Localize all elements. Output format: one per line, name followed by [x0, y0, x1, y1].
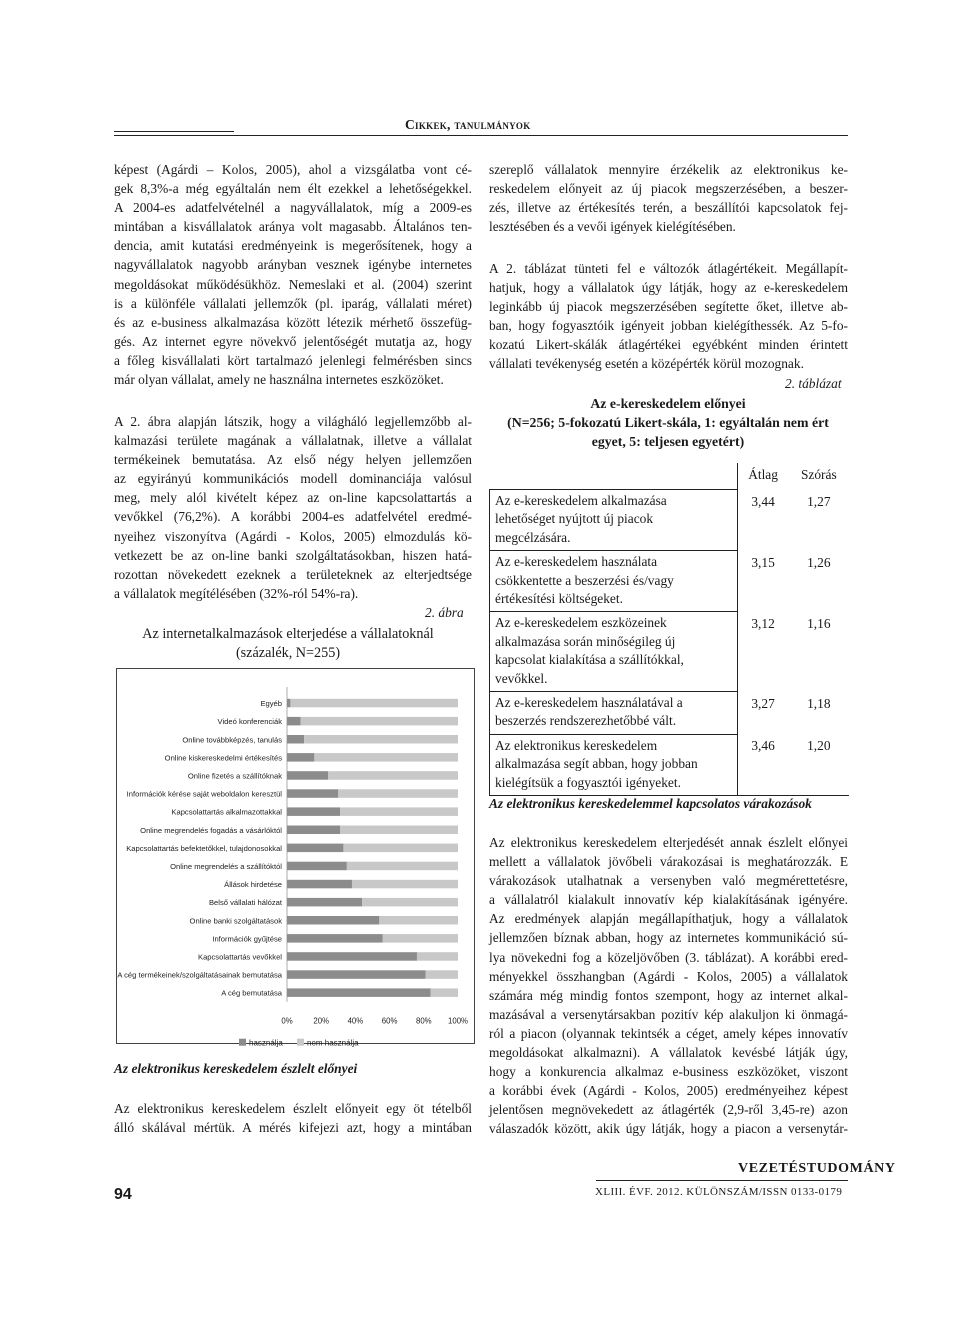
bar-not-used [314, 753, 458, 762]
table-cell-line: Az e-kereskedelem használata [495, 554, 658, 570]
bar-not-used [383, 934, 458, 943]
bar-not-used [431, 988, 458, 997]
right-paragraph-1 [489, 160, 848, 236]
text-line: a korábbi évek (Agárdi - Kolos, 2005) eredményeihez képest [489, 1083, 848, 1099]
bar-not-used [417, 952, 458, 961]
table-cell-sd: 1,16 [807, 615, 831, 631]
bar-not-used [328, 771, 458, 780]
text-line: leginkább új piacok megszerzésében segítette őket, illetve ab- [489, 299, 848, 315]
bar-used [287, 826, 340, 835]
bar-not-used [379, 916, 458, 925]
bar-used [287, 862, 347, 871]
table-cell-sd: 1,27 [807, 493, 831, 509]
category-label: Kapcsolattartás alkalmazottakkal [171, 807, 282, 817]
x-tick-label: 40% [347, 1016, 364, 1026]
chart-frame [116, 668, 475, 1048]
text-line: jelentősen megnövekedett az átlagérték (2,9-ről 3,45-re) azon [489, 1102, 848, 1118]
x-tick-label: 20% [313, 1016, 330, 1026]
text-line: megoldásokat működésükhöz. Nemeslaki et al. (2004) szerint [114, 276, 472, 292]
table-cell-line: beszerzés rendszerezhetőbbé vált. [495, 713, 677, 729]
category-label: Online továbbképzés, tanulás [182, 735, 282, 745]
bar-used [287, 753, 314, 762]
table-cell-mean: 3,15 [751, 554, 775, 570]
text-line: A 2004-es adatfelvételnél a nagyvállalatok, míg a 2009-es [114, 200, 472, 216]
bar-used [287, 898, 362, 907]
category-label: Információk gyűjtése [212, 934, 282, 944]
category-label: Kapcsolattartás befektetőkkel, tulajdonosokkal [126, 843, 282, 853]
text-line: hatjuk, hogy a vállalatok úgy látják, hogy az e-kereskedelem [489, 280, 848, 296]
bar-used [287, 970, 426, 979]
category-label: Kapcsolattartás vevőkkel [198, 952, 282, 962]
bar-used [287, 699, 290, 708]
text-line: Az elektronikus kereskedelem elterjedését annak észlelt előnyei [489, 835, 848, 850]
text-line: zés, illetve az értékesítés terén, a beszállítói kapcsolatok fej- [489, 200, 848, 216]
text-line: válaszadók között, akik úgy látják, hogy a piacon a versenytár- [489, 1121, 848, 1137]
table-cell-line: értékesítési költségeket. [495, 591, 623, 607]
bar-not-used [347, 862, 458, 871]
right-paragraph-2 [489, 259, 848, 374]
text-line: nyeihez viszonyítva (Agárdi - Kolos, 2005) elmozdulás kö- [114, 528, 472, 544]
category-label: Online kiskereskedelmi értékesítés [164, 753, 282, 763]
text-line: vetkezett be az on-line banki szolgáltatásokban, hiszen hatá- [114, 547, 472, 563]
left-paragraph-3 [114, 1099, 472, 1137]
left-paragraph-2 [114, 412, 472, 603]
journal-brand: VEZETÉSTUDOMÁNY [738, 1161, 896, 1176]
table-header-sd: Szórás [800, 467, 837, 482]
left-section-heading: Az elektronikus kereskedelem észlelt előnyei [114, 1061, 358, 1076]
text-line: ról a piacon (olyannak tekintsék a céget, amely képes innovatív [489, 1025, 848, 1041]
table-row [490, 692, 850, 735]
x-tick-label: 60% [381, 1016, 398, 1026]
table-row-label [490, 692, 738, 735]
header-rule [114, 135, 848, 136]
category-label: Egyéb [260, 699, 282, 709]
table-cell-line: vevőkkel. [495, 670, 548, 686]
bar-not-used [426, 970, 458, 979]
bar-not-used [304, 735, 458, 744]
text-line: jellemzően bíznak abban, hogy az internetes kommunikáció sú- [489, 930, 848, 946]
table-row [490, 612, 850, 692]
table-cell-line: kielégítsük a fogyasztói igényeket. [495, 774, 681, 790]
footer-rule [596, 1180, 848, 1181]
text-line: mazásával a versenytársakban pozitív kép alakuljon ki önmagá- [489, 1006, 848, 1022]
text-line: reskedelem előnyeit az új piacok megszerzésében, a beszer- [489, 181, 848, 197]
table-cell-sd: 1,20 [789, 734, 849, 795]
bar-used [287, 916, 379, 925]
figure-title-2: (százalék, N=255) [235, 645, 341, 661]
text-line: a vállalatok megítélésében (32%-ról 54%-ra). [114, 585, 359, 601]
category-label: Online megrendelés a szállítóktól [170, 861, 282, 871]
table-cell-mean: 3,27 [751, 695, 775, 711]
table-cell-mean: 3,44 [751, 493, 775, 509]
bar-not-used [340, 826, 458, 835]
text-line: az egyirányú kommunikációs modell dominanciája valósul [114, 471, 472, 487]
journal-issue-info: XLIII. ÉVF. 2012. KÜLÖNSZÁM/ISSN 0133-0179 [595, 1186, 843, 1198]
text-line: Az elektronikus kereskedelem észlelt előnyeit egy öt tételből [114, 1101, 472, 1116]
bar-used [287, 735, 304, 744]
table-cell-line: Az elektronikus kereskedelem [495, 737, 658, 753]
x-tick-label: 80% [415, 1016, 432, 1026]
text-line: gek 8,3%-a még egyáltalán nem élt ezekkel a lehetőségekkel. [114, 181, 472, 197]
table-header-mean: Átlag [748, 467, 778, 482]
bar-not-used [301, 717, 458, 726]
text-line: is a különféle vállalati jellemzők (pl. iparág, vállalati méret) [114, 295, 472, 311]
section-header: Cikkek, tanulmányok [405, 117, 531, 132]
figure-label: 2. ábra [425, 605, 464, 620]
text-line: termékeinek bemutatása. Az első négy helyen jellemzően [114, 452, 472, 468]
figure-title-1: Az internetalkalmazások elterjedése a vállalatoknál [142, 626, 434, 642]
text-line: A 2. táblázat tünteti fel e változók átlagértékeit. Megállapít- [489, 261, 848, 276]
text-line: képest (Agárdi – Kolos, 2005), ahol a vizsgálatba vont cé- [114, 162, 472, 177]
benefits-table [489, 463, 849, 796]
table-cell-line: megcélzására. [495, 529, 571, 545]
text-line: lya növekedni fog a közeljövőben (3. táblázat). A korábbi ered- [489, 949, 848, 965]
text-line: már olyan vállalat, amely ne használna internetes eszközöket. [114, 372, 444, 388]
table-cell-line: Az e-kereskedelem használatával a [495, 695, 683, 711]
table-cell-line: Az e-kereskedelem alkalmazása [495, 493, 667, 508]
table-title-2: (N=256; 5-fokozatú Likert-skála, 1: egyáltalán nem ért [507, 415, 829, 430]
table-cell-sd: 1,18 [807, 695, 831, 711]
category-label: A cég bemutatása [221, 988, 282, 998]
bar-not-used [343, 844, 458, 853]
table-cell-sd: 1,26 [807, 554, 831, 570]
text-line: ményekkel összhangban (Agárdi - Kolos, 2005) a vállalatok [489, 968, 848, 984]
text-line: kalmazási területe magának a vállalatnak, illetve a vállalat [114, 433, 472, 449]
table-row-label [490, 734, 738, 795]
table-cell-line: alkalmazása segít abban, hogy jobban [495, 756, 698, 772]
text-line: álló skálával mértük. A mérés kifejezi azt, hogy a mintában [114, 1120, 472, 1136]
bar-used [287, 934, 383, 943]
table-cell-line: alkalmazása során minőségileg új [495, 633, 676, 649]
table-cell-line: kapcsolat kialakítása a szállítókkal, [495, 652, 684, 668]
usage-chart [117, 669, 474, 1048]
left-paragraph-1 [114, 160, 472, 389]
text-line: meg, mely alól kivételt képez az on-line kapcsolattartás a [114, 490, 472, 506]
bar-used [287, 844, 343, 853]
text-line: nagyvállalatok nagyobb arányban vesznek igénybe internetes [114, 257, 472, 273]
category-label: A cég termékeinek/szolgáltatásainak bemutatása [117, 970, 282, 980]
table-cell-line: csökkentette a beszerzési és/vagy [495, 572, 674, 588]
text-line: mintában a kisvállalatok aránya volt magasabb. Általános ten- [114, 219, 472, 235]
table-row [490, 490, 850, 551]
text-line: mellett a vállalatok jövőbeli várakozásai is meghatározzák. E [489, 854, 848, 870]
text-line: és az e-business alkalmazása között létezik mérhető összefüg- [114, 314, 472, 330]
table-cell-mean: 3,46 [737, 734, 789, 795]
bar-not-used [290, 699, 458, 708]
category-label: Online megrendelés fogadás a vásárlóktól [140, 825, 282, 835]
table-label: 2. táblázat [785, 376, 842, 391]
text-line: kozatú Likert-skálák átlagértékei egyébként minden érintett [489, 337, 848, 353]
table-header-blank [490, 463, 738, 490]
table-cell-line: lehetőséget nyújtott új piacok [495, 511, 654, 527]
table-cell-mean: 3,12 [751, 615, 775, 631]
text-line: megoldásokat alkalmazni). A vállalatok kevésbé látják úgy, [489, 1045, 848, 1061]
legend-label: használja [249, 1038, 283, 1048]
text-line: A 2. ábra alapján látszik, hogy a világháló legjellemzőbb al- [114, 414, 472, 429]
x-tick-label: 100% [448, 1016, 468, 1026]
text-line: hogy a konkurencia alkalmaz e-business eszközöket, viszont [489, 1064, 848, 1080]
text-line: vállalati tevékenység esetén a középérték körül mozognak. [489, 356, 804, 372]
text-line: szereplő vállalatok mennyire érzékelik az elektronikus ke- [489, 162, 848, 177]
x-tick-label: 0% [281, 1016, 293, 1026]
text-line: a vállalatról kialakult innovatív kép kialakításának igényére. [489, 892, 848, 908]
text-line: ban, hogy fogyasztóik igényeit jobban kielégíthessék. Az 5-fo- [489, 318, 848, 334]
category-label: Állások hirdetése [224, 880, 282, 890]
text-line: lesztésében és a vevői igények kielégítésében. [489, 219, 736, 235]
bar-used [287, 789, 338, 798]
text-line: a főleg kisvállalati kört tartalmazó jelenlegi felmérésben sincs [114, 352, 472, 368]
bar-not-used [362, 898, 458, 907]
page-number: 94 [114, 1186, 132, 1203]
table-row-label [490, 612, 738, 692]
table-title-1: Az e-kereskedelem előnyei [590, 396, 746, 411]
table-title-3: egyet, 5: teljesen egyetért) [591, 434, 745, 449]
text-line: Az eredmények alapján megállapíthatjuk, hogy a vállalatok [489, 911, 848, 927]
text-line: gés. Az internet egyre növekvő jelentőségét mutatja az, hogy [114, 333, 472, 349]
category-label: Videó konferenciák [217, 717, 282, 727]
category-label: Belső vállalati hálózat [208, 898, 282, 908]
right-paragraph-3 [489, 833, 848, 1139]
bar-used [287, 880, 352, 889]
legend-swatch-used [239, 1039, 246, 1046]
bar-used [287, 717, 301, 726]
text-line: számára még mindig fontos szempont, hogy az internet alkal- [489, 987, 848, 1003]
text-line: dencia, amit kutatási eredményeink is megerősítenek, hogy a [114, 238, 472, 254]
table-row [490, 551, 850, 612]
text-line: vevőkkel (76,2%). A korábbi 2004-es adatfelvétel eredmé- [114, 509, 472, 525]
legend-label: nem használja [307, 1038, 359, 1048]
header-rule-short [114, 131, 234, 132]
bar-not-used [352, 880, 458, 889]
right-section-heading: Az elektronikus kereskedelemmel kapcsolatos várakozások [489, 796, 812, 811]
text-line: rozottan növekedett ezeknek a területeknek az elterjedtsége [114, 566, 472, 582]
category-label: Információk kérése saját weboldalon keresztül [126, 789, 282, 799]
table-row-label [490, 490, 738, 551]
legend-swatch-not-used [297, 1039, 304, 1046]
bar-not-used [340, 807, 458, 816]
table-cell-line: Az e-kereskedelem eszközeinek [495, 615, 667, 631]
table-row [490, 734, 850, 795]
bar-used [287, 952, 417, 961]
bar-used [287, 988, 431, 997]
table-row-label [490, 551, 738, 612]
category-label: Online fizetés a szállítóknak [187, 771, 282, 781]
bar-used [287, 807, 340, 816]
text-line: várakozások utalhatnak a versenyben való megmérettetésre, [489, 873, 848, 889]
bar-not-used [338, 789, 458, 798]
category-label: Online banki szolgáltatások [189, 916, 282, 926]
bar-used [287, 771, 328, 780]
